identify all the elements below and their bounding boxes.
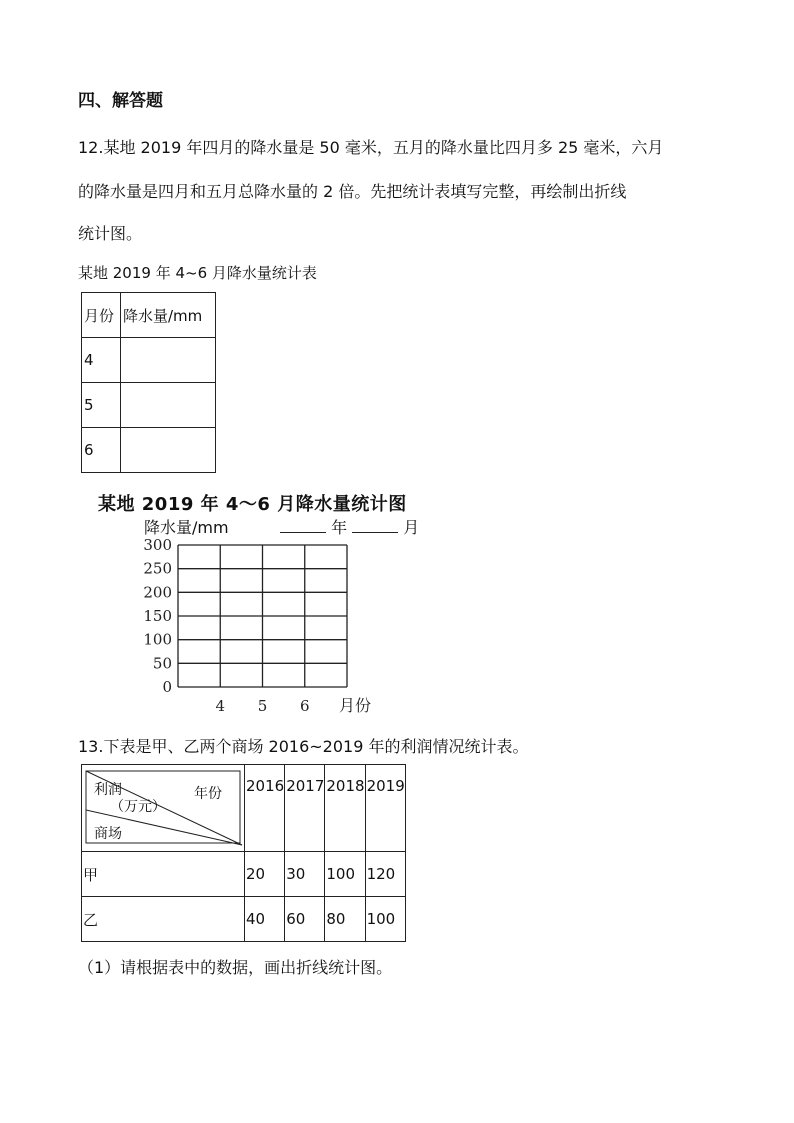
- rainfall-cell: [121, 383, 216, 428]
- year-header: 2016: [245, 765, 285, 852]
- q12-text-line2: 的降水量是四月和五月总降水量的 2 倍。先把统计表填写完整，再绘制出折线: [78, 182, 627, 201]
- diagonal-header-box: [82, 765, 244, 851]
- section-heading: 四、解答题: [78, 91, 163, 111]
- table-row: [82, 338, 216, 383]
- chart-title: 某地 2019 年 4～6 月降水量统计图: [98, 494, 407, 515]
- x-tick-label: 5: [257, 697, 268, 715]
- header-month: 月份: [82, 293, 121, 338]
- rainfall-line-chart: [130, 535, 390, 715]
- year-label: 年: [331, 518, 348, 537]
- header-store: 商场: [94, 826, 122, 842]
- profit-cell: 80: [325, 897, 365, 942]
- store-name: 甲: [82, 852, 245, 897]
- x-axis-label: 月份: [339, 696, 372, 715]
- header-rainfall: 降水量/mm: [121, 293, 216, 338]
- rainfall-cell: [121, 428, 216, 473]
- rainfall-table: [81, 292, 216, 473]
- profit-cell: 40: [245, 897, 285, 942]
- month-cell: 4: [82, 338, 121, 383]
- q12-text-line1: 12.某地 2019 年四月的降水量是 50 毫米，五月的降水量比四月多 25 毫米，六月: [78, 138, 664, 157]
- q13-text: 13.下表是甲、乙两个商场 2016~2019 年的利润情况统计表。: [78, 737, 529, 756]
- profit-cell: 100: [365, 897, 405, 942]
- profit-cell: 60: [285, 897, 325, 942]
- y-tick-label: 200: [143, 583, 172, 602]
- y-tick-label: 100: [143, 630, 172, 649]
- header-year: 年份: [194, 786, 222, 802]
- rainfall-cell: [121, 338, 216, 383]
- profit-cell: 20: [245, 852, 285, 897]
- profit-cell: 120: [365, 852, 405, 897]
- table-header-row: [82, 765, 406, 852]
- y-tick-label: 300: [143, 536, 172, 554]
- month-cell: 6: [82, 428, 121, 473]
- year-blank: [280, 518, 326, 533]
- month-cell: 5: [82, 383, 121, 428]
- table-row: [82, 383, 216, 428]
- profit-table: [81, 764, 406, 942]
- q12-text-line3: 统计图。: [78, 224, 143, 243]
- month-blank: [352, 518, 398, 533]
- table-row: [82, 897, 406, 942]
- table-row: [82, 428, 216, 473]
- diagonal-header: [82, 765, 245, 852]
- year-header: 2019: [365, 765, 405, 852]
- x-tick-label: 6: [299, 697, 310, 715]
- header-profit: 利润: [94, 782, 122, 798]
- year-header: 2018: [325, 765, 365, 852]
- table-header-row: [82, 293, 216, 338]
- q13-sub1: （1）请根据表中的数据，画出折线统计图。: [78, 958, 393, 977]
- header-unit: （万元）: [110, 799, 166, 815]
- q12-table-caption: 某地 2019 年 4~6 月降水量统计表: [78, 264, 317, 282]
- profit-cell: 100: [325, 852, 365, 897]
- profit-cell: 30: [285, 852, 325, 897]
- y-tick-label: 0: [162, 678, 172, 696]
- chart-ylabel: 降水量/mm: [144, 518, 229, 537]
- x-tick-label: 4: [215, 697, 226, 715]
- store-name: 乙: [82, 897, 245, 942]
- month-label: 月: [403, 518, 420, 537]
- y-tick-label: 150: [143, 607, 172, 625]
- table-row: [82, 852, 406, 897]
- y-tick-label: 50: [152, 654, 172, 673]
- year-header: 2017: [285, 765, 325, 852]
- y-tick-label: 250: [143, 559, 172, 578]
